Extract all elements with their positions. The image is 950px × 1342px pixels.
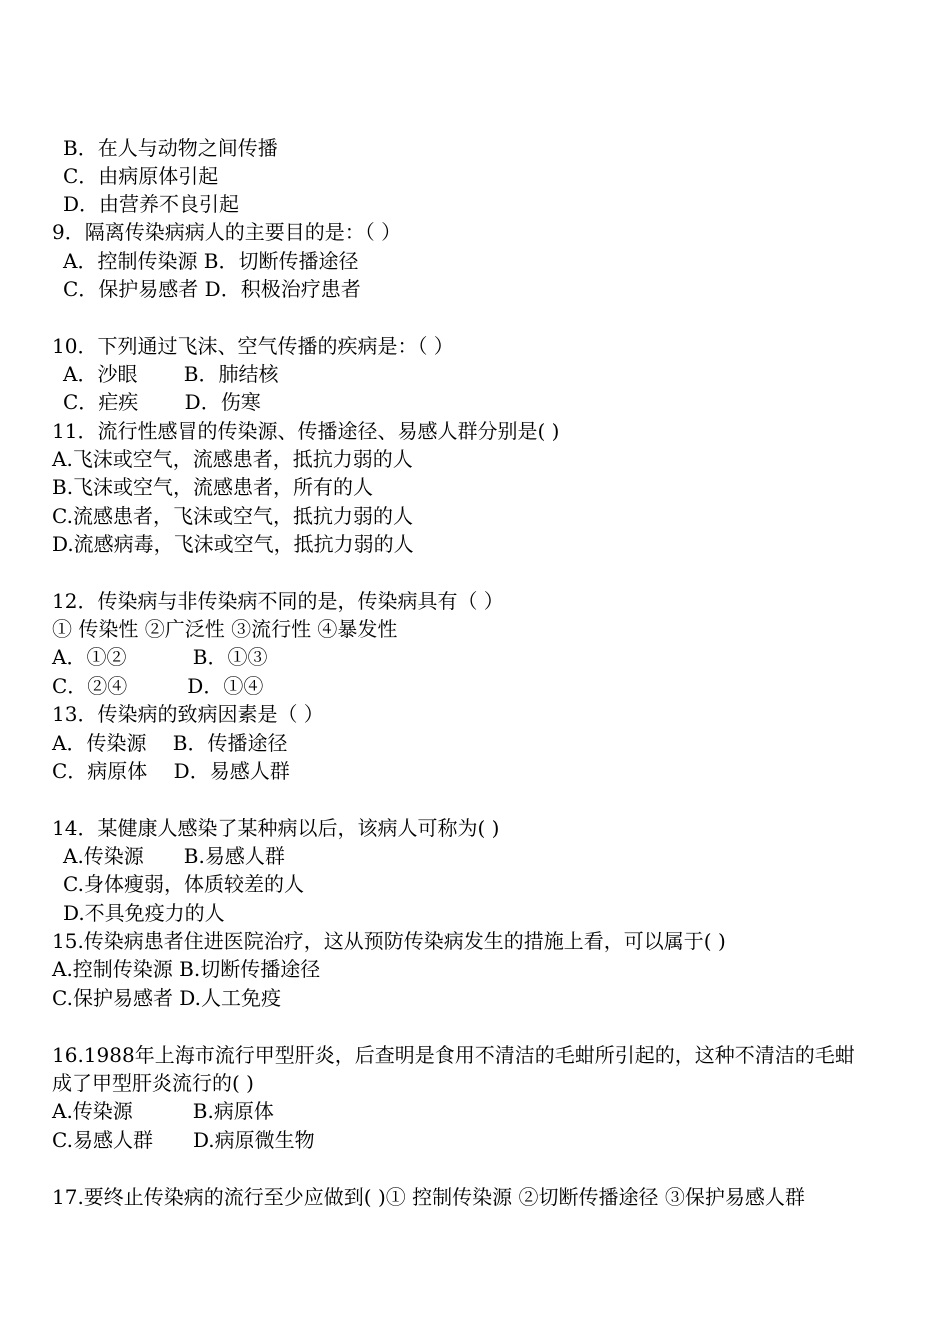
option-line: D.流感病毒，飞沫或空气，抵抗力弱的人 [52,532,414,556]
option-line: B.飞沫或空气，流感患者，所有的人 [52,475,374,499]
question-line: 13．传染病的致病因素是（ ） [52,702,324,726]
question-line: 12．传染病与非传染病不同的是，传染病具有（ ） [52,589,504,613]
question-line: 15.传染病患者住进医院治疗，这从预防传染病发生的措施上看，可以属于( ) [52,929,726,953]
question-line: 11．流行性感冒的传染源、传播途径、易感人群分别是( ) [52,419,560,443]
question-line: 10．下列通过飞沫、空气传播的疾病是：（ ） [52,334,454,358]
option-line: A．沙眼 B．肺结核 [63,362,279,386]
option-line: C．②④ D．①④ [52,674,264,698]
option-line: A．传染源 B．传播途径 [52,731,288,755]
option-line: C．疟疾 D．伤寒 [63,390,261,414]
statement-line: ① 传染性 ②广泛性 ③流行性 ④暴发性 [52,617,398,641]
option-line: D．由营养不良引起 [63,192,240,216]
question-line: 14．某健康人感染了某种病以后，该病人可称为( ) [52,816,500,840]
question-line: 16.1988年上海市流行甲型肝炎，后查明是食用不清洁的毛蚶所引起的，这种不清洁的毛蚶 [52,1043,855,1067]
option-line: A.控制传染源 B.切断传播途径 [52,957,321,981]
option-line: C．病原体 D．易感人群 [52,759,290,783]
option-line: A.传染源 B.病原体 [52,1099,274,1123]
option-line: C.流感患者，飞沫或空气，抵抗力弱的人 [52,504,413,528]
option-line: A．①② B．①③ [52,645,268,669]
option-line: A.传染源 B.易感人群 [63,844,285,868]
option-line: C.身体瘦弱，体质较差的人 [63,872,304,896]
option-line: A.飞沫或空气，流感患者，抵抗力弱的人 [52,447,413,471]
option-line: A．控制传染源 B．切断传播途径 [63,249,359,273]
question-line: 17.要终止传染病的流行至少应做到( )① 控制传染源 ②切断传播途径 ③保护易感人群 [52,1185,805,1209]
question-line: 9．隔离传染病病人的主要目的是：（ ） [52,220,402,244]
option-line: C.易感人群 D.病原微生物 [52,1128,315,1152]
option-line: D.不具免疫力的人 [63,901,225,925]
option-line: C．保护易感者 D．积极治疗患者 [63,277,361,301]
option-line: C.保护易感者 D.人工免疫 [52,986,281,1010]
option-line: C．由病原体引起 [63,164,219,188]
option-line: B．在人与动物之间传播 [63,136,278,160]
question-line: 成了甲型肝炎流行的( ) [52,1071,254,1095]
